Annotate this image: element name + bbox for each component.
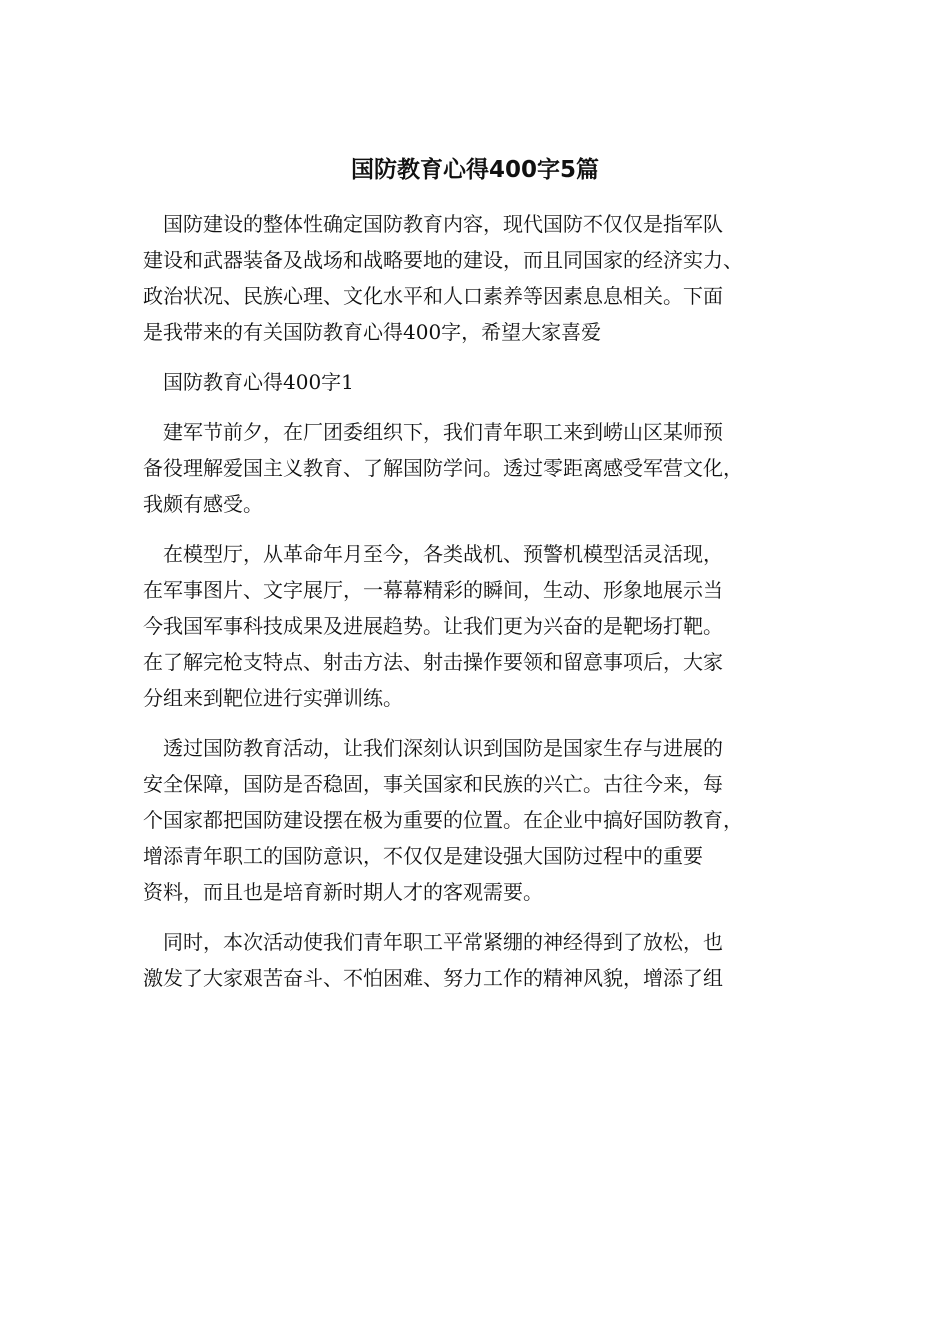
text-line: 备役理解爱国主义教育、了解国防学问。透过零距离感受军营文化， <box>143 456 743 480</box>
text-line: 在了解完枪支特点、射击方法、射击操作要领和留意事项后，大家 <box>143 650 723 674</box>
text-line: 增添青年职工的国防意识，不仅仅是建设强大国防过程中的重要 <box>143 844 703 868</box>
text-line: 分组来到靶位进行实弹训练。 <box>143 686 403 710</box>
section-heading <box>143 364 828 400</box>
intro-paragraph <box>143 206 828 350</box>
text-line: 我颇有感受。 <box>143 492 263 516</box>
text-line: 建军节前夕，在厂团委组织下，我们青年职工来到崂山区某师预 <box>143 420 723 444</box>
text-line: 国防教育心得400字1 <box>143 370 354 394</box>
text-line: 政治状况、民族心理、文化水平和人口素养等因素息息相关。下面 <box>143 284 723 308</box>
text-line: 国防建设的整体性确定国防教育内容，现代国防不仅仅是指军队 <box>143 212 723 236</box>
text-line: 今我国军事科技成果及进展趋势。让我们更为兴奋的是靶场打靶。 <box>143 614 723 638</box>
body-paragraph <box>143 536 828 716</box>
document-body <box>143 206 828 996</box>
text-line: 是我带来的有关国防教育心得400字，希望大家喜爱 <box>143 320 602 344</box>
text-line: 个国家都把国防建设摆在极为重要的位置。在企业中搞好国防教育， <box>143 808 743 832</box>
page-title: 国防教育心得400字5篇 <box>350 157 599 183</box>
text-line: 激发了大家艰苦奋斗、不怕困难、努力工作的精神风貌，增添了组 <box>143 966 723 990</box>
text-line: 在军事图片、文字展厅，一幕幕精彩的瞬间，生动、形象地展示当 <box>143 578 723 602</box>
body-paragraph <box>143 924 828 996</box>
body-paragraph <box>143 414 828 522</box>
text-line: 资料，而且也是培育新时期人才的客观需要。 <box>143 880 543 904</box>
text-line: 透过国防教育活动，让我们深刻认识到国防是国家生存与进展的 <box>143 736 723 760</box>
body-paragraph <box>143 730 828 910</box>
text-line: 在模型厅，从革命年月至今，各类战机、预警机模型活灵活现， <box>143 542 723 566</box>
text-line: 建设和武器装备及战场和战略要地的建设，而且同国家的经济实力、 <box>143 248 743 272</box>
text-line: 同时，本次活动使我们青年职工平常紧绷的神经得到了放松，也 <box>143 930 723 954</box>
text-line: 安全保障，国防是否稳固，事关国家和民族的兴亡。古往今来，每 <box>143 772 723 796</box>
